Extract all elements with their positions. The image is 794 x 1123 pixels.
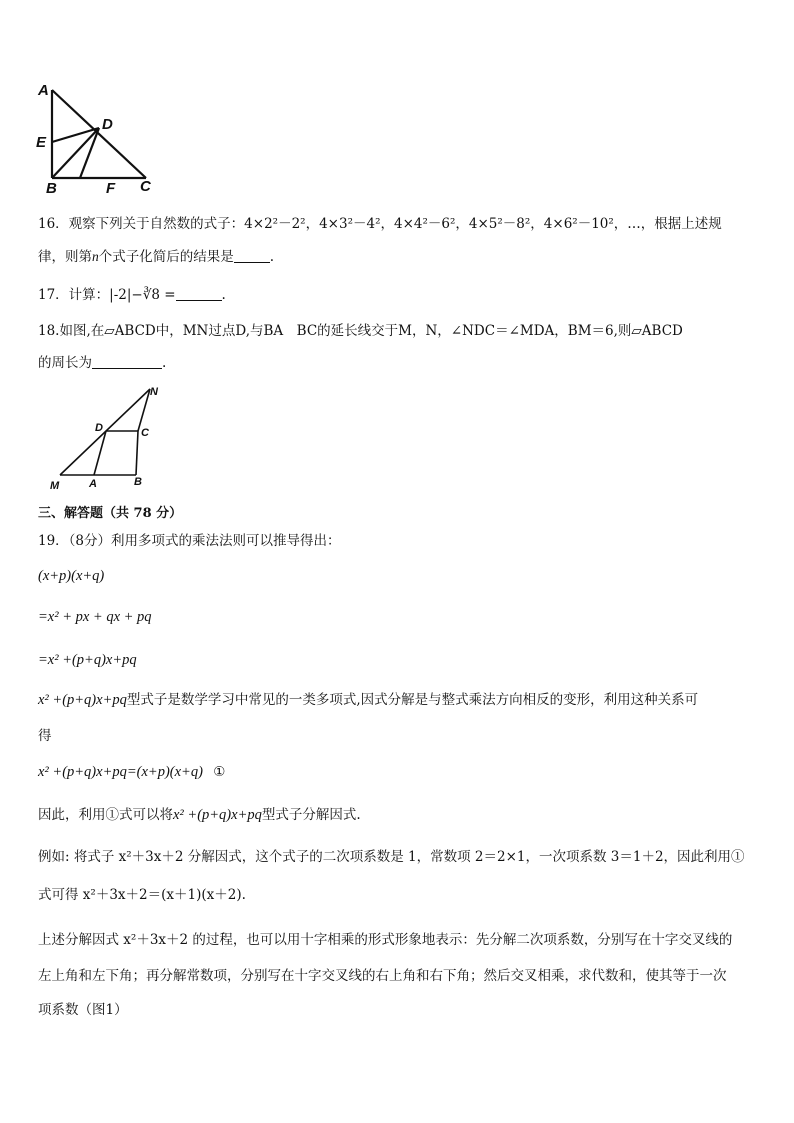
question-16-line-1 (38, 214, 758, 234)
p3-text-1: 例如: 将式子 x²＋3x＋2 分解因式，这个式子的二次项系数是 1，常数项 2＝2×1，一次项系数 3＝1＋2，因此利用① (38, 849, 745, 865)
paragraph-3-line-1 (38, 847, 758, 867)
q18-answer-blank (92, 354, 162, 369)
paragraph-3-line-2 (38, 885, 758, 905)
parallelogram-figure (40, 383, 170, 495)
q16-period: . (269, 249, 275, 265)
label-b: B (46, 180, 57, 195)
label-a: A (89, 478, 97, 490)
q18-period: . (162, 355, 167, 371)
label-d: D (102, 116, 113, 133)
p4-text-3: 项系数（图1） (38, 1002, 128, 1018)
label-c: C (141, 427, 149, 439)
label-f: F (106, 180, 116, 195)
paragraph-1-line-1 (38, 690, 758, 710)
q17-answer-blank (176, 286, 222, 301)
label-a: A (38, 82, 49, 99)
eq4-text: x² +(p+q)x+pq=(x+p)(x+q) (38, 764, 203, 780)
label-n: N (150, 386, 158, 398)
question-16-line-2 (38, 247, 758, 267)
question-18-line-1 (38, 321, 758, 341)
q18-text-b: 的周长为 (38, 355, 92, 371)
p1-expr: x² +(p+q)x+pq (38, 692, 127, 708)
p2-text-b: 型式子分解因式. (261, 807, 361, 823)
equation-3 (38, 650, 758, 670)
label-b: B (134, 476, 142, 488)
eq3-text: =x² +(p+q)x+pq (38, 652, 137, 668)
p2-expr: x² +(p+q)x+pq (173, 807, 262, 823)
equation-4 (38, 762, 758, 782)
label-d: D (95, 422, 103, 434)
circled-one: ① (213, 764, 226, 780)
question-18-line-2 (38, 353, 758, 373)
p4-text-1: 上述分解因式 x²＋3x＋2 的过程，也可以用十字相乘的形式形象地表示：先分解二次项系数，分别写在十字交叉线的 (38, 932, 733, 948)
p1-text: 型式子是数学学习中常见的一类多项式,因式分解是与整式乘法方向相反的变形，利用这种关系可 (126, 692, 699, 708)
paragraph-4-line-2 (38, 966, 758, 986)
eq2-text: =x² + px + qx + pq (38, 609, 152, 625)
label-m: M (50, 480, 60, 492)
p4-text-2: 左上角和左下角；再分解常数项，分别写在十字交叉线的右上角和右下角；然后交叉相乘，求代数和，使其等于一次 (38, 968, 727, 984)
paragraph-4-line-3 (38, 1000, 758, 1020)
paragraph-4-line-1 (38, 930, 758, 950)
equation-1 (38, 566, 758, 586)
label-e: E (36, 134, 47, 151)
q18-text: 18.如图,在▱ABCD中，MN过点D,与BA BC的延长线交于M，N，∠NDC＝∠MDA，BM＝6,则▱ABCD (38, 323, 683, 339)
q19-intro-text: 19．（8分）利用多项式的乘法法则可以推导得出： (38, 533, 341, 549)
p2-text-a: 因此，利用①式可以将 (38, 807, 173, 823)
q16-text-b: 个式子化简后的结果是 (98, 249, 234, 265)
question-19-intro (38, 531, 758, 551)
section-heading (38, 504, 758, 524)
eq1-text: (x+p)(x+q) (38, 568, 105, 584)
q17-text: 17．计算：|-2|−∛8 = (38, 287, 176, 303)
q16-text-a: 律，则第 (38, 249, 92, 265)
paragraph-1-line-2 (38, 726, 758, 746)
triangle-figure-abc (30, 80, 160, 195)
q17-period: . (221, 287, 226, 303)
label-c: C (140, 178, 151, 195)
q16-n: n (92, 249, 99, 264)
paragraph-2 (38, 805, 758, 825)
p3-text-2: 式可得 x²＋3x＋2＝(x＋1)(x＋2). (38, 887, 246, 903)
q16-text: 16．观察下列关于自然数的式子：4×2²－2²，4×3²－4²，4×4²－6²，4×5²－8²，4×6²－10²，…，根据上述规 (38, 216, 722, 232)
q16-answer-blank (234, 248, 270, 263)
question-17 (38, 285, 758, 305)
equation-2 (38, 607, 758, 627)
p1-text-end: 得 (38, 728, 52, 744)
section-title: 三、解答题（共 78 分） (38, 506, 183, 521)
